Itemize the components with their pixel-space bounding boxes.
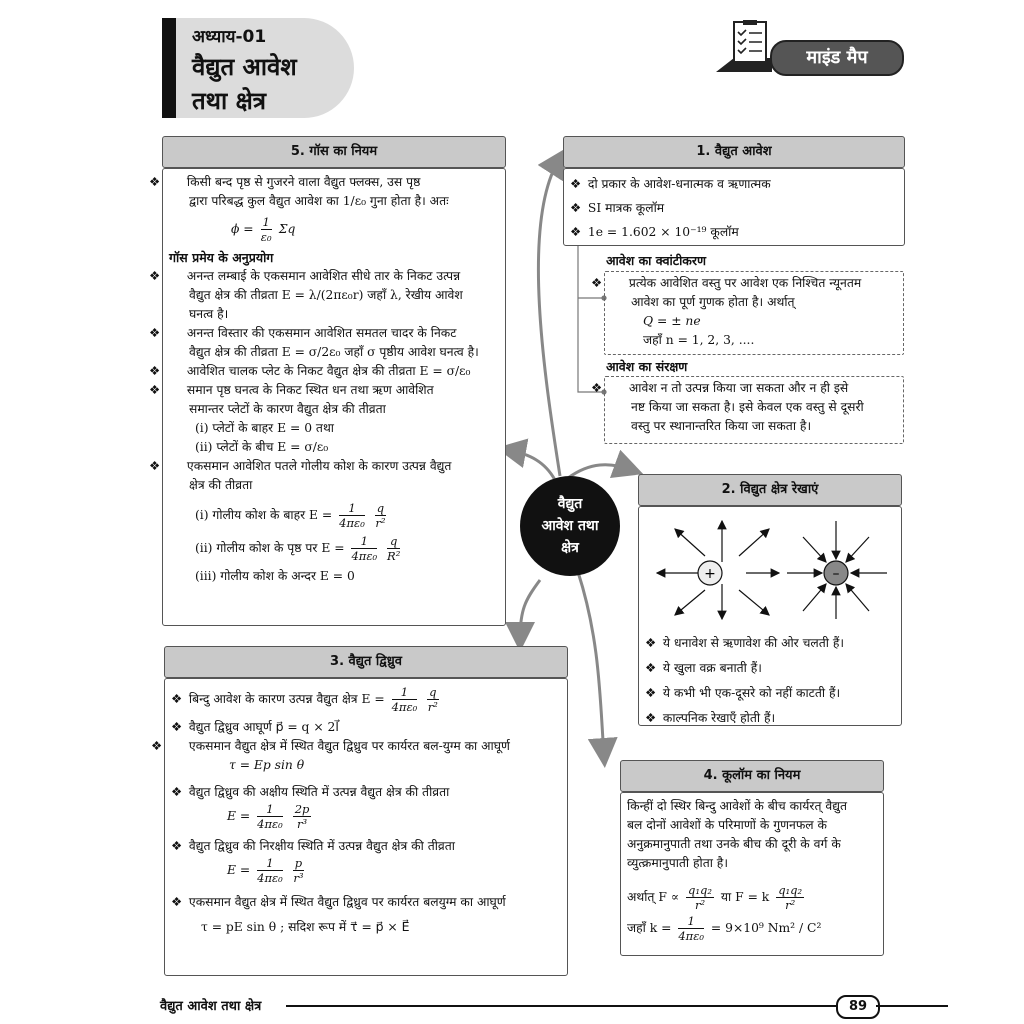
- chapter-number: अध्याय-01: [192, 27, 267, 47]
- coulomb-header: 4. कूलॉम का नियम: [620, 760, 884, 792]
- quantization-formula: Q = ± ne: [643, 314, 701, 328]
- conservation-box: ❖ आवेश न तो उत्पन्न किया जा सकता और न ही इसे नष्ट किया जा सकता है। इसे केवल एक वस्तु से दूसरी वस्तु पर स्थानान्तरित किया जा सकता है।: [604, 376, 904, 444]
- arrow-to-dipole: [520, 580, 540, 640]
- field-lines-item1: ❖ ये धनावेश से ऋणावेश की ओर चलती हैं।: [645, 636, 845, 650]
- chapter-title-line1: वैद्युत आवेश: [192, 53, 297, 81]
- charge-item-e: ❖ 1e = 1.602 × 10⁻¹⁹ कूलॉम: [570, 225, 739, 239]
- charge-header: 1. वैद्युत आवेश: [563, 136, 905, 168]
- arrow-to-charge: [538, 158, 560, 476]
- gauss-shell-inside: (iii) गोलीय कोश के अन्दर E = 0: [195, 569, 355, 583]
- page-number: 89: [836, 995, 880, 1019]
- dipole-axial: ❖ वैद्युत द्विध्रुव की अक्षीय स्थिति में उत्पन्न वैद्युत क्षेत्र की तीव्रता: [171, 785, 450, 799]
- field-lines-item3: ❖ ये कभी भी एक-दूसरे को नहीं काटती हैं।: [645, 686, 841, 700]
- gauss-header: 5. गॉस का नियम: [162, 136, 506, 168]
- charge-box: [563, 168, 905, 246]
- central-topic-line2: आवेश तथा: [541, 518, 599, 534]
- charge-branch-line: [578, 245, 604, 392]
- gauss-app-shell: ❖ एकसमान आवेशित पतले गोलीय कोश के कारण उत्पन्न वैद्युत क्षेत्र की तीव्रता: [149, 459, 452, 492]
- gauss-app-sheet: ❖ अनन्त विस्तार की एकसमान आवेशित समतल चादर के निकट वैद्युत क्षेत्र की तीव्रता E = σ/2ε₀ जहाँ σ पृष्ठीय आवेश घनत्व है।: [149, 326, 479, 359]
- coulomb-formula: अर्थात् F ∝ $\frac{\text{q₁q₂}}{\text{r²}}$ या F = k $\frac{\text{q₁q₂}}{\text{r²}}$: [627, 883, 803, 912]
- coulomb-constant: जहाँ k = $\frac{1}{\text{4πε₀}}$ = 9×10⁹ Nm² / C²: [627, 914, 822, 943]
- gauss-app-parallel-ii: (ii) प्लेटों के बीच E = σ/ε₀: [195, 440, 329, 454]
- central-topic-line3: क्षेत्र: [561, 540, 579, 556]
- field-lines-header: 2. विद्युत क्षेत्र रेखाएं: [638, 474, 902, 506]
- gauss-formula: ϕ = $\frac{1}{\text{ε₀}}$ Σq: [231, 215, 296, 244]
- footer-title: वैद्युत आवेश तथा क्षेत्र: [160, 999, 262, 1014]
- dipole-header: 3. वैद्युत द्विध्रुव: [164, 646, 568, 678]
- gauss-box: [149, 168, 506, 626]
- footer-rule-right: [876, 1005, 948, 1007]
- conservation-heading: आवेश का संरक्षण: [606, 359, 688, 374]
- quantization-heading: आवेश का क्वांटीकरण: [606, 253, 707, 268]
- gauss-app-wire: ❖ अनन्त लम्बाई के एकसमान आवेशित सीधे तार के निकट उत्पन्न वैद्युत क्षेत्र की तीव्रता E = λ/(2πε₀r) जहाँ λ, रेखीय आवेश घनत्व है।: [149, 269, 463, 321]
- gauss-app-parallel-i: (i) प्लेटों के बाहर E = 0 तथा: [195, 421, 334, 435]
- dipole-box: [151, 678, 568, 976]
- chapter-title-line2: तथा क्षेत्र: [192, 87, 267, 115]
- central-topic-line1: वैद्युत: [557, 496, 583, 512]
- dipole-torque: ❖ एकसमान वैद्युत क्षेत्र में स्थित वैद्युत द्विध्रुव पर कार्यरत बल-युग्म का आघूर्ण: [151, 739, 510, 753]
- quantization-where: जहाँ n = 1, 2, 3, ....: [643, 333, 755, 347]
- gauss-app-plate: ❖ आवेशित चालक प्लेट के निकट वैद्युत क्षेत्र की तीव्रता E = σ/ε₀: [149, 364, 471, 378]
- charge-item-types: ❖ दो प्रकार के आवेश-धनात्मक व ऋणात्मक: [570, 177, 771, 191]
- quantization-box: ❖ प्रत्येक आवेशित वस्तु पर आवेश एक निश्चित न्यूनतम आवेश का पूर्ण गुणक होता है। अर्थात् Q = ± ne जहाँ n = 1, 2, 3, ....: [604, 271, 904, 355]
- dipole-moment: ❖ वैद्युत द्विध्रुव आघूर्ण p⃗ = q × 2l⃗: [171, 720, 339, 734]
- field-lines-item4: ❖ काल्पनिक रेखाएँ होती हैं।: [645, 711, 776, 725]
- gauss-shell-outside: (i) गोलीय कोश के बाहर E = $\frac{1}{\text{4πε₀}}$ $\frac{q}{\text{r²}}$: [195, 501, 386, 530]
- arrow-to-coulomb: [578, 572, 604, 756]
- coulomb-box: [620, 792, 884, 956]
- dipole-couple-formula: τ = pE sin θ ; सदिश रूप में τ⃗ = p⃗ × E⃗: [201, 920, 410, 934]
- dipole-point-charge: ❖ बिन्दु आवेश के कारण उत्पन्न वैद्युत क्षेत्र E = $\frac{1}{\text{4πε₀}}$ $\frac{q}{\text{r²}}$: [171, 685, 438, 714]
- gauss-apps-heading: गॉस प्रमेय के अनुप्रयोग: [169, 250, 274, 265]
- gauss-shell-surface: (ii) गोलीय कोश के पृष्ठ पर E = $\frac{1}{\text{4πε₀}}$ $\frac{q}{\text{R²}}$: [195, 534, 401, 563]
- field-lines-diagram: [639, 507, 901, 627]
- charge-item-unit: ❖ SI मात्रक कूलॉम: [570, 201, 665, 215]
- dipole-torque-formula: τ = Ep sin θ: [229, 758, 305, 772]
- gauss-intro: ❖ किसी बन्द पृष्ठ से गुजरने वाला वैद्युत फ्लक्स, उस पृष्ठ द्वारा परिबद्ध कुल वैद्युत आवेश का 1/ε₀ गुना होता है। अतः: [149, 175, 449, 208]
- dipole-equatorial: ❖ वैद्युत द्विध्रुव की निरक्षीय स्थिति में उत्पन्न वैद्युत क्षेत्र की तीव्रता: [171, 839, 455, 853]
- negative-charge-sign: –: [832, 566, 840, 582]
- field-lines-box: [638, 506, 902, 726]
- mind-map-badge: माइंड मैप: [770, 40, 904, 76]
- field-lines-item2: ❖ ये खुला वक्र बनाती हैं।: [645, 661, 762, 675]
- central-topic: [520, 476, 620, 576]
- positive-charge-sign: +: [704, 566, 716, 582]
- dipole-axial-formula: E = $\frac{1}{\text{4πε₀}}$ $\frac{2p}{\text{r³}}$: [227, 802, 310, 831]
- gauss-app-parallel: ❖ समान पृष्ठ घनत्व के निकट स्थित धन तथा ऋण आवेशित समान्तर प्लेटों के कारण वैद्युत क्षेत्र की तीव्रता: [149, 383, 434, 416]
- dipole-couple: ❖ एकसमान वैद्युत क्षेत्र में स्थित वैद्युत द्विध्रुव पर कार्यरत बलयुग्म का आघूर्ण: [171, 895, 506, 909]
- dipole-equatorial-formula: E = $\frac{1}{\text{4πε₀}}$ $\frac{p}{\text{r³}}$: [227, 856, 304, 885]
- coulomb-statement: किन्हीं दो स्थिर बिन्दु आवेशों के बीच कार्यरत् वैद्युत बल दोनों आवेशों के परिमाणों के गुणनफल के अनुक्रमानुपाती तथा उनके बीच की दूरी के वर्ग के व्युत्क्रमानुपाती होता है।: [627, 799, 847, 870]
- footer-rule: [286, 1005, 836, 1007]
